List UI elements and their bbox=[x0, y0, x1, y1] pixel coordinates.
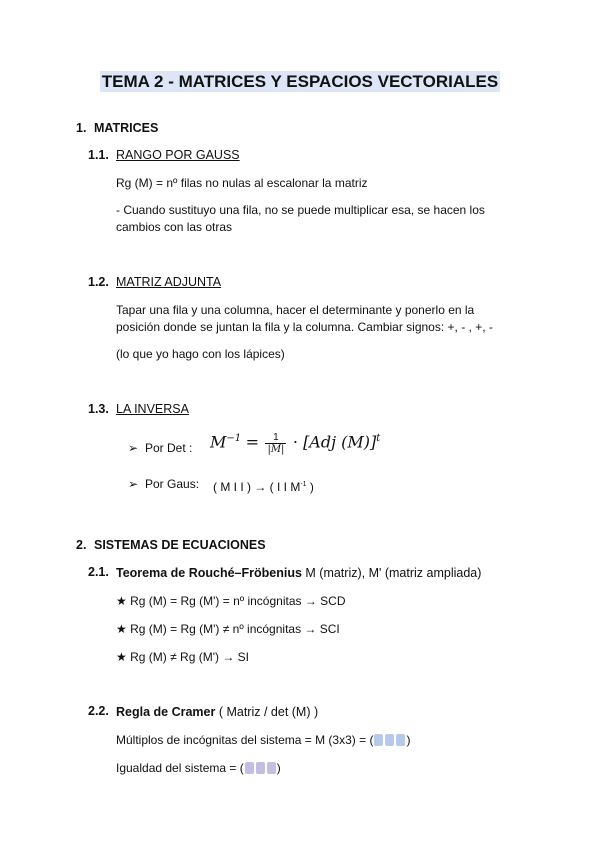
rango-note-line-2: cambios con las otras bbox=[116, 220, 233, 234]
formula-equals: = bbox=[245, 432, 259, 452]
star-icon: ★ bbox=[116, 594, 127, 608]
rango-note-line-1: - Cuando sustituyo una fila, no se puede multiplicar esa, se hacen los bbox=[116, 203, 485, 217]
cramer-equality-line: Igualdad del sistema = ( ) bbox=[116, 761, 281, 775]
color-box bbox=[374, 734, 383, 746]
subsection-1-3-title: LA INVERSA bbox=[116, 402, 189, 416]
formula-lhs-exponent: −1 bbox=[226, 433, 242, 444]
inverse-gauss-label: Por Gaus: bbox=[145, 477, 200, 491]
bullet-arrow-icon: ➢ bbox=[128, 477, 139, 491]
inverse-gauss-formula: ( M I I ) → ( I I $M^{-1}$ ) bbox=[213, 480, 314, 494]
rango-rule: Rg (M) = nº filas no nulas al escalonar la matriz bbox=[116, 176, 368, 190]
section-2-number: 2. bbox=[76, 538, 87, 552]
formula-rhs-exponent: t bbox=[376, 433, 381, 444]
color-box bbox=[245, 762, 254, 774]
formula-rhs: · [Adj (M)] bbox=[292, 432, 377, 452]
adjunta-text-line-1: Tapar una fila y una columna, hacer el determinante y ponerlo en la bbox=[116, 303, 475, 317]
subsection-1-3-number: 1.3. bbox=[88, 402, 109, 416]
subsection-2-2-number: 2.2. bbox=[88, 704, 109, 718]
subsection-1-2-title: MATRIZ ADJUNTA bbox=[116, 275, 222, 289]
section-1-title: MATRICES bbox=[94, 121, 159, 135]
bullet-arrow-icon: ➢ bbox=[128, 441, 139, 455]
subsection-1-1-number: 1.1. bbox=[88, 148, 109, 162]
section-1-number: 1. bbox=[76, 121, 87, 135]
rouche-case-sci: ★ Rg (M) = Rg (M') ≠ nº incógnitas → SCI bbox=[116, 622, 340, 636]
color-box bbox=[256, 762, 265, 774]
section-2-title: SISTEMAS DE ECUACIONES bbox=[94, 538, 266, 552]
subsection-1-1-title: RANGO POR GAUSS bbox=[116, 148, 240, 162]
adjunta-note: (lo que yo hago con los lápices) bbox=[116, 347, 285, 361]
inverse-det-label: Por Det : bbox=[145, 441, 193, 455]
color-box bbox=[396, 734, 405, 746]
subsection-2-1-title: Teorema de Rouché–Fröbenius M (matriz), M' (matriz ampliada) bbox=[116, 566, 482, 580]
adjunta-text-line-2: posición donde se juntan la fila y la columna. Cambiar signos: +, - , +, - bbox=[116, 320, 493, 334]
star-icon: ★ bbox=[116, 622, 127, 636]
star-icon: ★ bbox=[116, 650, 127, 664]
formula-lhs: M bbox=[210, 432, 227, 452]
color-box bbox=[385, 734, 394, 746]
rouche-case-scd: ★ Rg (M) = Rg (M') = nº incógnitas → SCD bbox=[116, 594, 346, 608]
rouche-case-si: ★ Rg (M) ≠ Rg (M') → SI bbox=[116, 650, 249, 664]
inverse-det-formula bbox=[210, 428, 380, 455]
subsection-2-2-title: Regla de Cramer ( Matriz / det (M) ) bbox=[116, 705, 319, 719]
color-box bbox=[267, 762, 276, 774]
formula-fraction: $\frac{1}{|M|}$ bbox=[267, 431, 285, 455]
cramer-multiples-line: Múltiplos de incógnitas del sistema = M (3x3) = ( ) bbox=[116, 733, 411, 747]
subsection-1-2-number: 1.2. bbox=[88, 275, 109, 289]
subsection-2-1-number: 2.1. bbox=[88, 565, 109, 579]
document-title: TEMA 2 - MATRICES Y ESPACIOS VECTORIALES bbox=[101, 72, 499, 91]
